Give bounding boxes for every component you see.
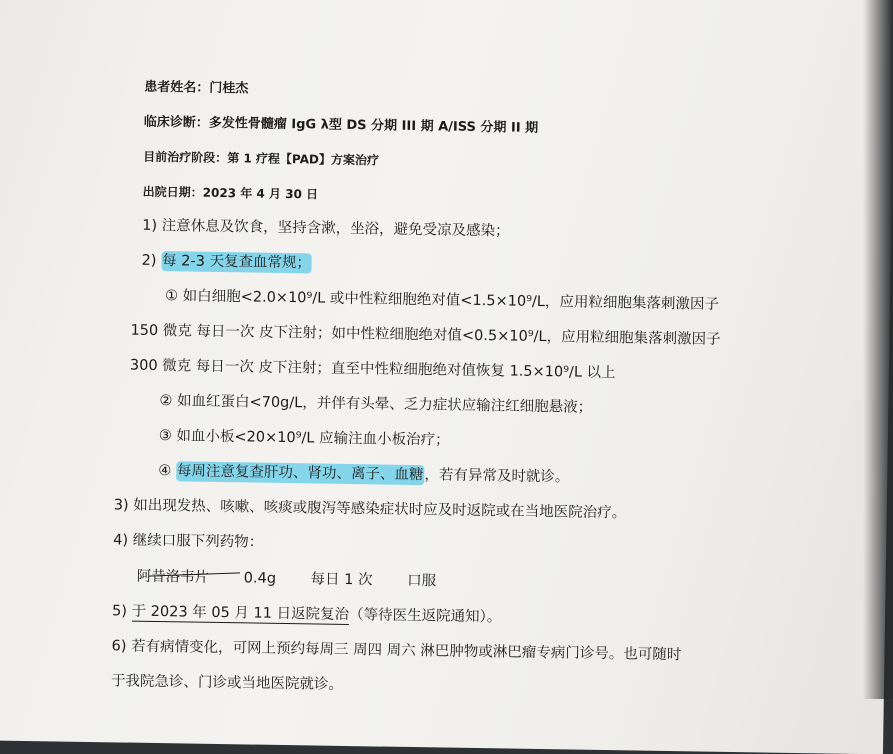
patient-name-line [144, 81, 248, 96]
dark-background-edge [863, 0, 893, 699]
instruction-item-6-line-2: 于我院急诊、门诊或当地医院就诊。 [110, 673, 344, 693]
sub-item-2: ② 如血红蛋白<70g/L，并伴有头晕、乏力症状应输注红细胞悬液； [159, 393, 593, 416]
medication-dose: 0.4g [243, 570, 277, 587]
sub-item-4-highlighted-text: 每周注意复查肝功、肾功、离子、血糖 [176, 461, 425, 485]
instruction-item-3: 3) 如出现发热、咳嗽、咳痰或腹泻等感染症状时应及时返院或在当地医院治疗。 [113, 497, 627, 522]
item-5-suffix: （等待医生返院通知）。 [348, 607, 502, 626]
instruction-item-4: 4) 继续口服下列药物： [113, 532, 264, 551]
discharge-date-label: 出院日期： [142, 184, 203, 200]
medication-row [137, 570, 437, 589]
sub-item-4-suffix: ，若有异常及时就诊。 [424, 467, 570, 486]
medication-route: 口服 [407, 572, 437, 590]
item-5-underlined-text: 于 2023 年 05 月 11 日返院复治 [131, 603, 350, 624]
diagnosis-value: 多发性骨髓瘤 IgG λ型 DS 分期 III 期 A/ISS 分期 II 期 [208, 115, 539, 136]
sub-item-1-line-3: 300 微克 每日一次 皮下注射；直至中性粒细胞绝对值恢复 1.5×10⁹/L 以上 [129, 357, 616, 382]
instruction-item-1: 1) 注意休息及饮食，坚持含漱，坐浴，避免受凉及感染； [142, 217, 510, 240]
discharge-date-line [143, 186, 319, 201]
patient-name-label: 患者姓名： [144, 79, 210, 96]
item-5-number: 5) [111, 603, 128, 620]
treatment-stage-label: 目前治疗阶段： [143, 149, 228, 166]
diagnosis-label: 临床诊断： [143, 114, 209, 131]
item-2-number: 2) [141, 252, 157, 269]
instruction-item-5 [112, 604, 501, 625]
sub-item-4 [158, 464, 569, 485]
medication-name: 阿昔洛韦片 [136, 568, 210, 586]
instruction-item-6-line-1: 6) 若有病情变化，可网上预约每周三 周四 周六 淋巴肿物或淋巴瘤专病门诊号。也可随时 [111, 638, 682, 664]
medication-frequency: 每日 1 次 [310, 571, 373, 589]
discharge-date-value: 2023 年 4 月 30 日 [202, 185, 319, 202]
item-2-highlighted-text: 每 2-3 天复查血常规； [161, 251, 312, 273]
treatment-stage-value: 第 1 疗程【PAD】方案治疗 [227, 151, 379, 168]
sub-item-1-line-2: 150 微克 每日一次 皮下注射；如中性粒细胞绝对值<0.5×10⁹/L，应用粒细胞集落刺激因子 [130, 322, 721, 348]
patient-name-value: 门桂杰 [209, 80, 249, 97]
instruction-item-2 [141, 254, 312, 271]
sub-item-1-line-1: ① 如白细胞<2.0×10⁹/L 或中性粒细胞绝对值<1.5×10⁹/L，应用粒细胞集落刺激因子 [164, 288, 720, 313]
diagnosis-line [144, 116, 539, 135]
sub-item-3: ③ 如血小板<20×10⁹/L 应输注血小板治疗； [158, 428, 450, 449]
sub-item-4-number: ④ [158, 463, 172, 480]
treatment-stage-line [143, 151, 379, 167]
